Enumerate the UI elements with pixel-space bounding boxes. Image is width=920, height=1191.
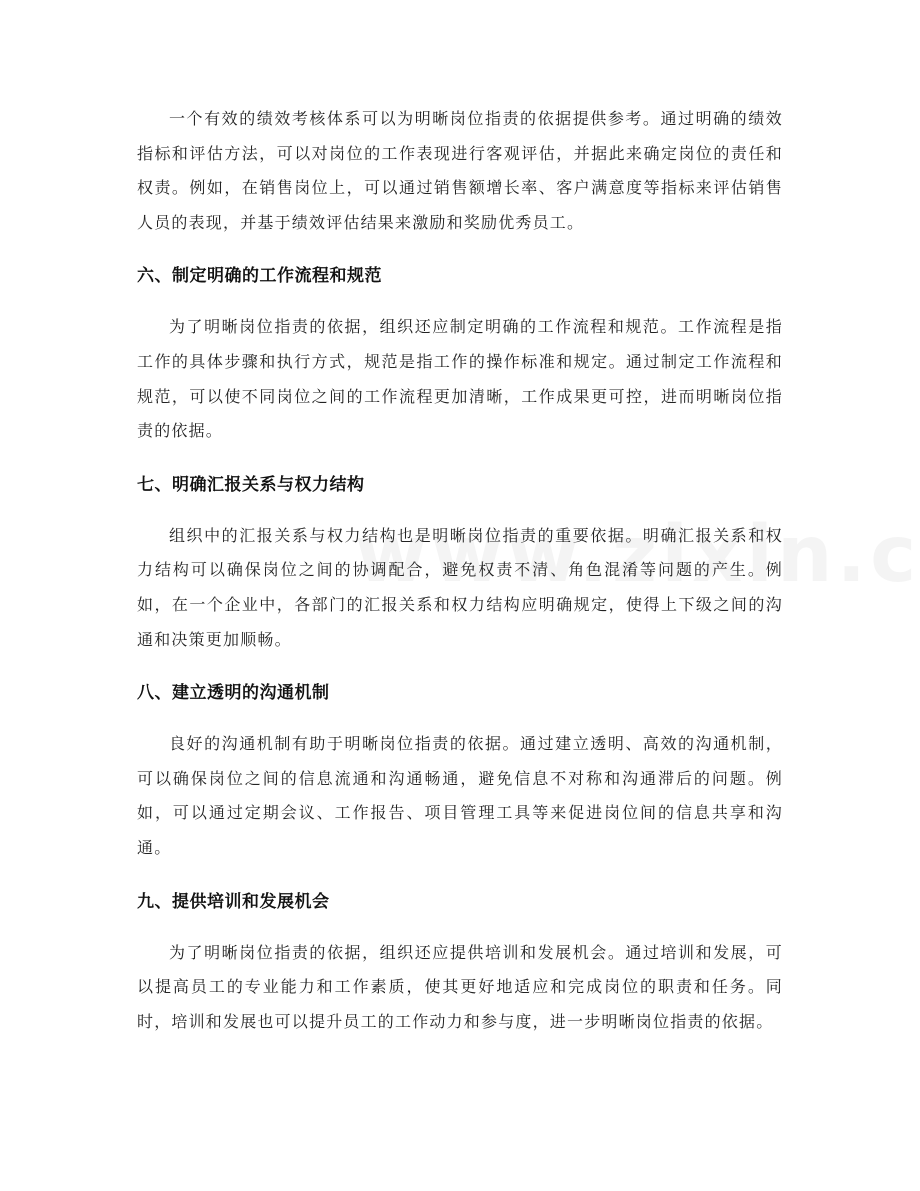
paragraph-training: 为了明晰岗位指责的依据，组织还应提供培训和发展机会。通过培训和发展，可以提高员工的专业能力和工作素质，使其更好地适应和完成岗位的职责和任务。同时，培训和发展也可以提升员工的工作动力和参与度，进一步明晰岗位指责的依据。 <box>137 942 783 1031</box>
paragraph-reporting: 组织中的汇报关系与权力结构也是明晰岗位指责的重要依据。明确汇报关系和权力结构可以确保岗位之间的协调配合，避免权责不清、角色混淆等问题的产生。例如，在一个企业中，各部门的汇报关系和权力结构应明确规定，使得上下级之间的沟通和决策更加顺畅。 <box>137 525 783 649</box>
heading-training: 九、提供培训和发展机会 <box>137 891 330 912</box>
heading-communication: 八、建立透明的沟通机制 <box>137 683 330 704</box>
document-page <box>137 102 783 1039</box>
paragraph-communication: 良好的沟通机制有助于明晰岗位指责的依据。通过建立透明、高效的沟通机制，可以确保岗位之间的信息流通和沟通畅通，避免信息不对称和沟通滞后的问题。例如，可以通过定期会议、工作报告、项目管理工具等来促进岗位间的信息共享和沟通。 <box>137 734 783 857</box>
heading-reporting: 七、明确汇报关系与权力结构 <box>137 474 365 495</box>
paragraph-workflow: 为了明晰岗位指责的依据，组织还应制定明确的工作流程和规范。工作流程是指工作的具体步骤和执行方式，规范是指工作的操作标准和规定。通过制定工作流程和规范，可以使不同岗位之间的工作流程更加清晰，工作成果更可控，进而明晰岗位指责的依据。 <box>137 317 783 441</box>
paragraph-performance-system: 一个有效的绩效考核体系可以为明晰岗位指责的依据提供参考。通过明确的绩效指标和评估方法，可以对岗位的工作表现进行客观评估，并据此来确定岗位的责任和权责。例如，在销售岗位上，可以通过销售额增长率、客户满意度等指标来评估销售人员的表现，并基于绩效评估结果来激励和奖励优秀员工。 <box>137 109 783 232</box>
heading-workflow: 六、制定明确的工作流程和规范 <box>137 266 382 287</box>
